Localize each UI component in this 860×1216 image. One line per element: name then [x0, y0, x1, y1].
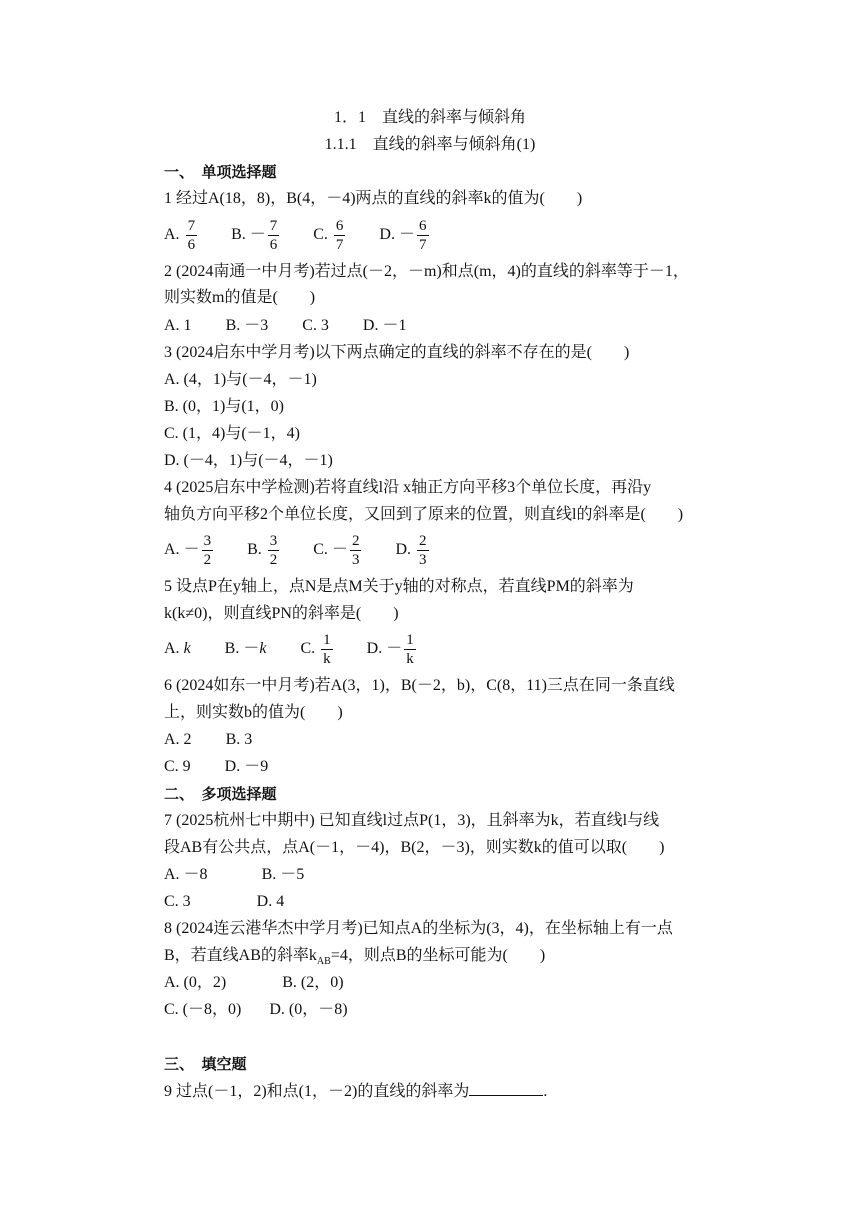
question-4-line-2: 轴负方向平移2个单位长度，又回到了原来的位置，则直线l的斜率是( )	[164, 506, 684, 523]
q1-option-d: D. － $\frac{6}{7}$	[379, 217, 427, 253]
q8-options-row-1	[164, 973, 374, 993]
q6-option-d: D. －9	[224, 758, 269, 775]
q7-option-c: C. 3	[164, 893, 191, 910]
question-4-line-1: 4 (2025启东中学检测)若将直线l沿 x轴正方向平移3个单位长度，再沿y	[164, 479, 652, 496]
question-5-line-2: k(k≠0)，则直线PN的斜率是( )	[164, 605, 399, 622]
q3-option-c: C. (1，4)与(－1，4)	[164, 425, 300, 442]
question-2-line-2: 则实数m的值是( )	[164, 289, 316, 306]
q4-option-b: B. $\frac{3}{2}$	[247, 532, 278, 568]
q6-options-row-1	[164, 730, 282, 750]
page-subtitle: 1.1.1 直线的斜率与倾斜角(1)	[324, 136, 536, 153]
question-1-options	[164, 215, 459, 255]
question-2-options	[164, 316, 436, 336]
question-9: 9 过点(－1，2)和点(1，－2)的直线的斜率为 .	[164, 1083, 548, 1100]
section-multiple-choice: 二、 多项选择题	[164, 785, 277, 803]
question-6-line-2: 上，则实数b的值为( )	[164, 704, 343, 721]
q8-option-b: B. (2，0)	[282, 974, 344, 991]
question-5-line-1: 5 设点P在y轴上，点N是点M关于y轴的对称点，若直线PM的斜率为	[164, 578, 634, 595]
q8-option-c: C. (－8，0)	[164, 1001, 242, 1018]
q1-option-a: A. $\frac{7}{6}$	[164, 217, 196, 253]
q6-option-a: A. 2	[164, 731, 192, 748]
q4-option-c: C. － $\frac{2}{3}$	[313, 532, 360, 568]
q6-option-c: C. 9	[164, 758, 191, 775]
question-5-options	[164, 629, 446, 669]
answer-blank	[469, 1081, 543, 1096]
q2-option-c: C. 3	[302, 317, 329, 334]
q2-option-b: B. －3	[225, 317, 269, 334]
q8-option-d: D. (0，－8)	[269, 1001, 348, 1018]
q6-option-b: B. 3	[225, 731, 253, 748]
question-8-line-2: B，若直线AB的斜率$k_{AB}=4$，则点B的坐标可能为( )	[164, 947, 546, 968]
question-3-stem: 3 (2024启东中学月考)以下两点确定的直线的斜率不存在的是( )	[164, 344, 630, 361]
question-6-line-1: 6 (2024如东一中月考)若A(3，1)，B(－2，b)，C(8，11)三点在同一条直线	[164, 677, 675, 694]
q2-option-d: D. －1	[362, 317, 407, 334]
q7-option-b: B. －5	[261, 866, 305, 883]
question-1-stem: 1 经过A(18，8)，B(4，－4)两点的直线的斜率k的值为( )	[164, 190, 583, 207]
q6-options-row-2	[164, 757, 298, 777]
q7-option-a: A. －8	[164, 866, 208, 883]
q5-option-d: D. － $\frac{1}{k}$	[366, 631, 414, 667]
question-8-line-1: 8 (2024连云港华杰中学月考)已知点A的坐标为(3，4)，在坐标轴上有一点	[164, 920, 673, 937]
q4-option-d: D. $\frac{2}{3}$	[395, 532, 427, 568]
q3-option-b: B. (0，1)与(1，0)	[164, 398, 284, 415]
q1-option-b: B. － $\frac{7}{6}$	[231, 217, 278, 253]
q5-option-a: A. k	[164, 640, 191, 657]
q8-options-row-2	[164, 1000, 378, 1020]
q4-option-a: A. － $\frac{3}{2}$	[164, 532, 212, 568]
q8-option-a: A. (0，2)	[164, 974, 227, 991]
q7-options-row-1	[164, 865, 334, 885]
q7-options-row-2	[164, 892, 314, 912]
section-fill-in: 三、 填空题	[164, 1055, 247, 1073]
q2-option-a: A. 1	[164, 317, 192, 334]
page-title: 1．1 直线的斜率与倾斜角	[333, 109, 526, 126]
q7-option-d: D. 4	[256, 893, 285, 910]
q5-option-c: C. $\frac{1}{k}$	[300, 631, 331, 667]
q3-option-d: D. (－4，1)与(－4，－1)	[164, 452, 333, 469]
q5-option-b: B. －k	[224, 640, 267, 657]
q1-option-c: C. $\frac{6}{7}$	[313, 217, 344, 253]
question-4-options	[164, 530, 459, 570]
question-7-line-1: 7 (2025杭州七中期中) 已知直线l过点P(1，3)，且斜率为k，若直线l与线	[164, 812, 660, 829]
section-single-choice: 一、 单项选择题	[164, 163, 277, 181]
question-2-line-1: 2 (2024南通一中月考)若过点(－2，－m)和点(m，4)的直线的斜率等于－1，	[164, 263, 689, 280]
question-7-line-2: 段AB有公共点，点A(－1，－4)，B(2，－3)，则实数k的值可以取( )	[164, 839, 665, 856]
q3-option-a: A. (4，1)与(－4，－1)	[164, 371, 317, 388]
